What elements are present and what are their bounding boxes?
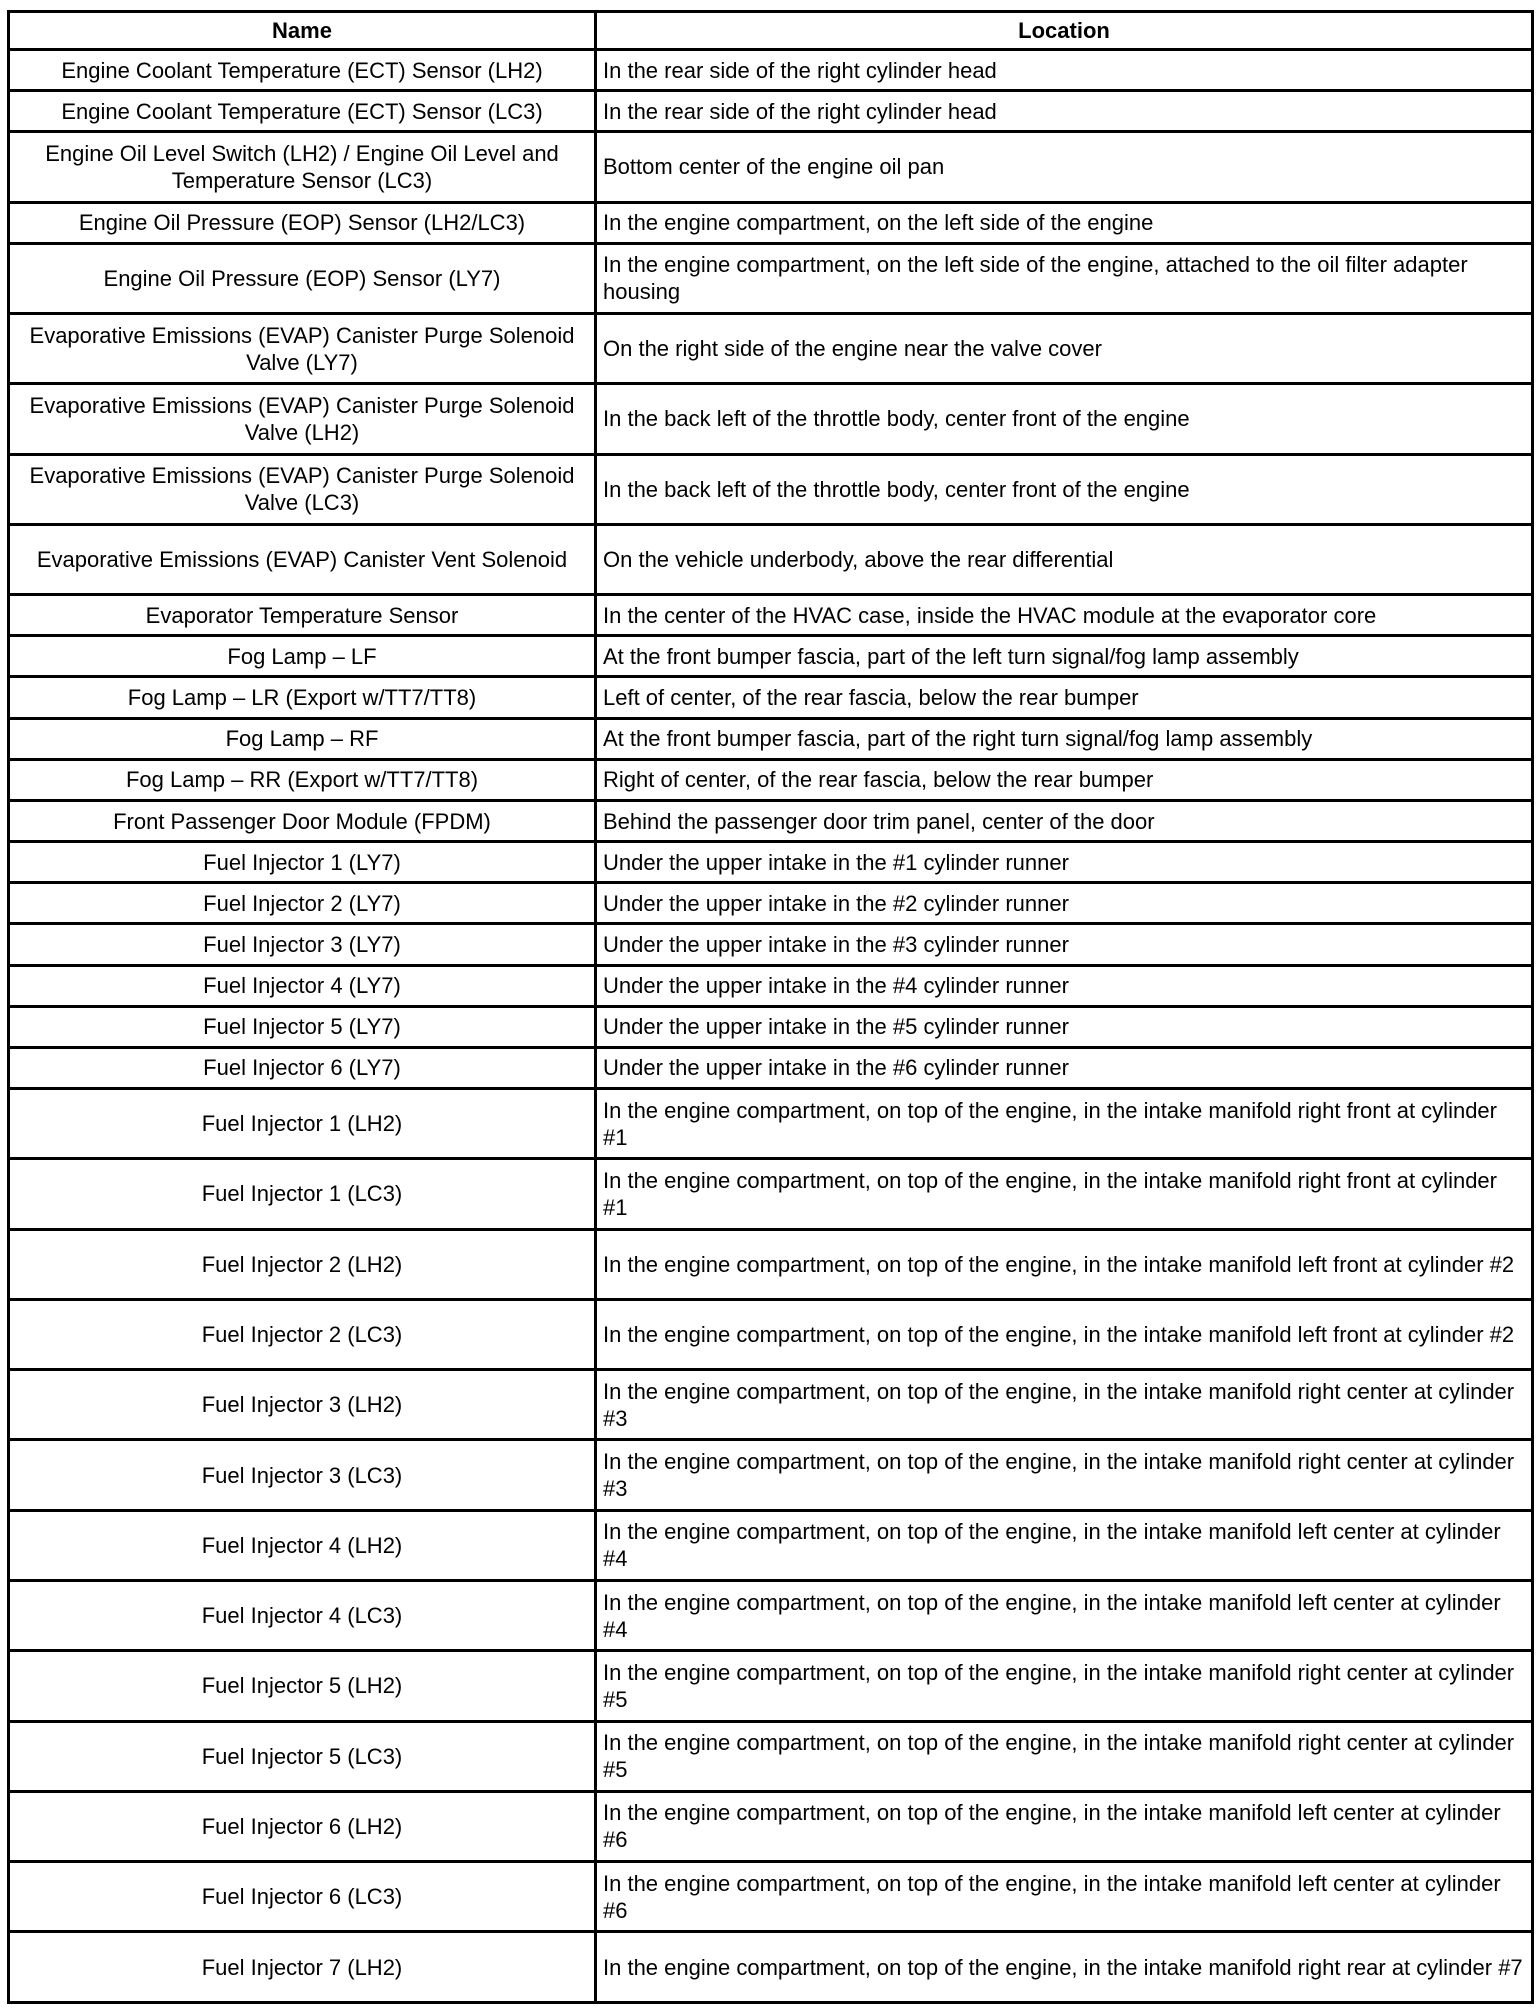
location-column-header: Location [596,12,1533,50]
table-row [9,924,1533,965]
component-name-cell: Evaporative Emissions (EVAP) Canister Purge Solenoid Valve (LY7) [9,314,596,384]
component-name-cell: Engine Oil Pressure (EOP) Sensor (LY7) [9,243,596,313]
table-row [9,314,1533,384]
component-location-cell: In the engine compartment, on top of the engine, in the intake manifold right center at cylinder #5 [596,1651,1533,1721]
table-row [9,1299,1533,1369]
name-column-header: Name [9,12,596,50]
component-name-cell: Fog Lamp – LR (Export w/TT7/TT8) [9,677,596,718]
table-body [9,50,1533,2003]
component-location-cell: In the engine compartment, on the left side of the engine [596,202,1533,243]
component-location-cell: In the engine compartment, on top of the engine, in the intake manifold right center at cylinder #3 [596,1370,1533,1440]
table-header-row [9,12,1533,50]
component-location-cell: In the rear side of the right cylinder head [596,50,1533,91]
table-row [9,800,1533,841]
component-location-cell: On the vehicle underbody, above the rear differential [596,524,1533,594]
table-row [9,202,1533,243]
table-row [9,1089,1533,1159]
table-row [9,50,1533,91]
table-row [9,243,1533,313]
component-name-cell: Fuel Injector 4 (LY7) [9,965,596,1006]
component-name-cell: Fuel Injector 4 (LC3) [9,1581,596,1651]
component-name-cell: Engine Coolant Temperature (ECT) Sensor (LH2) [9,50,596,91]
component-name-cell: Fuel Injector 5 (LY7) [9,1006,596,1047]
table-row [9,132,1533,202]
table-row [9,1651,1533,1721]
component-location-cell: Under the upper intake in the #2 cylinder runner [596,883,1533,924]
table-row [9,1721,1533,1791]
table-row [9,454,1533,524]
component-location-cell: In the engine compartment, on top of the engine, in the intake manifold left center at cylinder #6 [596,1862,1533,1932]
component-location-cell: Under the upper intake in the #3 cylinder runner [596,924,1533,965]
component-name-cell: Engine Oil Pressure (EOP) Sensor (LH2/LC3) [9,202,596,243]
component-name-cell: Front Passenger Door Module (FPDM) [9,800,596,841]
component-name-cell: Fuel Injector 5 (LC3) [9,1721,596,1791]
table-row [9,595,1533,636]
component-name-cell: Fuel Injector 2 (LY7) [9,883,596,924]
component-location-cell: At the front bumper fascia, part of the left turn signal/fog lamp assembly [596,636,1533,677]
table-row [9,883,1533,924]
component-location-cell: Bottom center of the engine oil pan [596,132,1533,202]
table-row [9,718,1533,759]
component-name-cell: Fuel Injector 2 (LC3) [9,1299,596,1369]
component-name-cell: Evaporator Temperature Sensor [9,595,596,636]
component-location-cell: On the right side of the engine near the valve cover [596,314,1533,384]
table-row [9,636,1533,677]
component-location-cell: In the engine compartment, on the left side of the engine, attached to the oil filter adapter housing [596,243,1533,313]
component-location-cell: Under the upper intake in the #5 cylinder runner [596,1006,1533,1047]
table-row [9,1229,1533,1299]
component-name-cell: Fuel Injector 1 (LC3) [9,1159,596,1229]
component-name-cell: Evaporative Emissions (EVAP) Canister Vent Solenoid [9,524,596,594]
table-row [9,1932,1533,2003]
component-location-cell: In the back left of the throttle body, center front of the engine [596,384,1533,454]
component-name-cell: Fog Lamp – LF [9,636,596,677]
table-row [9,965,1533,1006]
table-row [9,1370,1533,1440]
component-name-cell: Fuel Injector 1 (LY7) [9,842,596,883]
component-location-cell: Left of center, of the rear fascia, below the rear bumper [596,677,1533,718]
component-location-cell: In the engine compartment, on top of the engine, in the intake manifold left center at cylinder #6 [596,1791,1533,1861]
table-row [9,1510,1533,1580]
table-row [9,759,1533,800]
component-location-cell: At the front bumper fascia, part of the right turn signal/fog lamp assembly [596,718,1533,759]
component-location-cell: In the engine compartment, on top of the engine, in the intake manifold left center at cylinder #4 [596,1510,1533,1580]
component-location-cell: In the engine compartment, on top of the engine, in the intake manifold right center at cylinder #3 [596,1440,1533,1510]
component-name-cell: Fuel Injector 6 (LC3) [9,1862,596,1932]
table-row [9,1159,1533,1229]
component-name-cell: Fuel Injector 1 (LH2) [9,1089,596,1159]
component-location-cell: In the back left of the throttle body, center front of the engine [596,454,1533,524]
component-location-cell: In the engine compartment, on top of the engine, in the intake manifold right rear at cylinder #7 [596,1932,1533,2003]
component-name-cell: Evaporative Emissions (EVAP) Canister Purge Solenoid Valve (LH2) [9,384,596,454]
component-name-cell: Fuel Injector 3 (LH2) [9,1370,596,1440]
component-name-cell: Fuel Injector 7 (LH2) [9,1932,596,2003]
component-location-cell: In the engine compartment, on top of the engine, in the intake manifold right front at cylinder #1 [596,1159,1533,1229]
component-location-cell: Under the upper intake in the #6 cylinder runner [596,1047,1533,1088]
component-name-cell: Fuel Injector 4 (LH2) [9,1510,596,1580]
component-location-cell: Right of center, of the rear fascia, below the rear bumper [596,759,1533,800]
component-location-cell: In the engine compartment, on top of the engine, in the intake manifold left center at cylinder #4 [596,1581,1533,1651]
table-row [9,1006,1533,1047]
component-name-cell: Fog Lamp – RF [9,718,596,759]
component-location-cell: In the engine compartment, on top of the engine, in the intake manifold right front at cylinder #1 [596,1089,1533,1159]
component-location-cell: Under the upper intake in the #4 cylinder runner [596,965,1533,1006]
table-row [9,384,1533,454]
component-name-cell: Fuel Injector 3 (LC3) [9,1440,596,1510]
component-location-cell: In the engine compartment, on top of the engine, in the intake manifold left front at cylinder #2 [596,1299,1533,1369]
component-name-cell: Fuel Injector 3 (LY7) [9,924,596,965]
table-row [9,1791,1533,1861]
component-location-cell: In the rear side of the right cylinder head [596,91,1533,132]
component-location-cell: In the engine compartment, on top of the engine, in the intake manifold right center at cylinder #5 [596,1721,1533,1791]
table-row [9,1047,1533,1088]
table-row [9,677,1533,718]
component-location-cell: In the engine compartment, on top of the engine, in the intake manifold left front at cylinder #2 [596,1229,1533,1299]
component-location-table [7,10,1534,2004]
component-location-cell: Behind the passenger door trim panel, center of the door [596,800,1533,841]
component-name-cell: Fog Lamp – RR (Export w/TT7/TT8) [9,759,596,800]
component-name-cell: Evaporative Emissions (EVAP) Canister Purge Solenoid Valve (LC3) [9,454,596,524]
table-row [9,1440,1533,1510]
component-name-cell: Fuel Injector 2 (LH2) [9,1229,596,1299]
table-row [9,1862,1533,1932]
component-name-cell: Engine Oil Level Switch (LH2) / Engine Oil Level and Temperature Sensor (LC3) [9,132,596,202]
component-location-cell: Under the upper intake in the #1 cylinder runner [596,842,1533,883]
component-name-cell: Engine Coolant Temperature (ECT) Sensor (LC3) [9,91,596,132]
table-row [9,91,1533,132]
component-name-cell: Fuel Injector 6 (LY7) [9,1047,596,1088]
component-location-cell: In the center of the HVAC case, inside the HVAC module at the evaporator core [596,595,1533,636]
component-name-cell: Fuel Injector 5 (LH2) [9,1651,596,1721]
table-row [9,842,1533,883]
table-row [9,1581,1533,1651]
component-location-sheet [7,10,1531,2004]
table-row [9,524,1533,594]
component-name-cell: Fuel Injector 6 (LH2) [9,1791,596,1861]
